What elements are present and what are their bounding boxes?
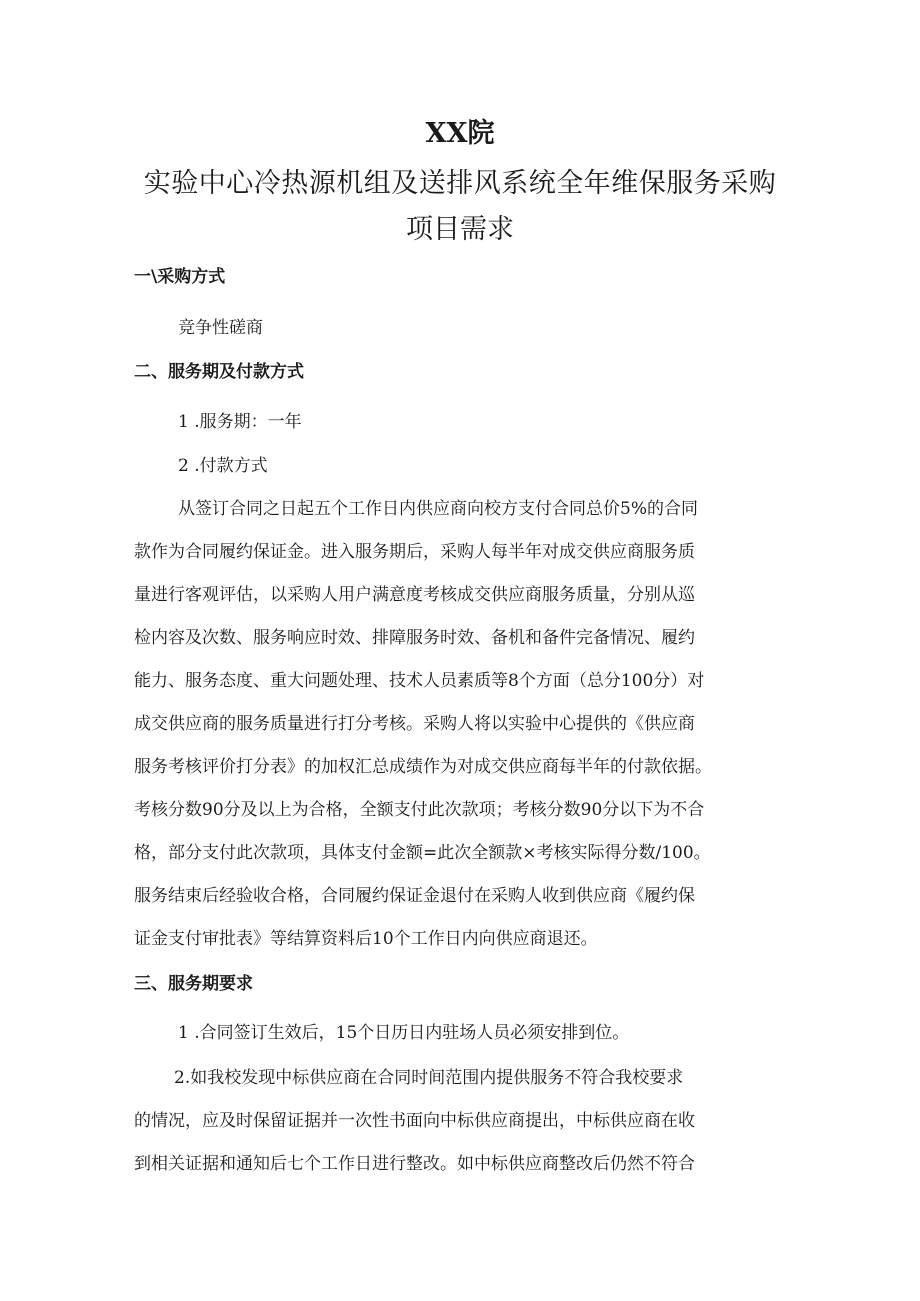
payment-paragraph-line: 格，部分支付此次款项，具体支付金额=此次全额款×考核实际得分数/100。 <box>134 843 711 863</box>
procurement-method-text: 竞争性磋商 <box>178 318 263 338</box>
payment-method-item: 2 .付款方式 <box>178 456 268 476</box>
payment-paragraph-line: 服务结束后经验收合格，合同履约保证金退付在采购人收到供应商《履约保 <box>134 886 695 906</box>
requirement-item-1: 1 .合同签订生效后，15个日历日内驻场人员必须安排到位。 <box>178 1023 630 1043</box>
requirement-item-2-line: 的情况，应及时保留证据并一次性书面向中标供应商提出，中标供应商在收 <box>134 1111 695 1131</box>
payment-paragraph-line: 检内容及次数、服务响应时效、排障服务时效、备机和备件完备情况、履约 <box>134 628 695 648</box>
payment-paragraph-line: 从签订合同之日起五个工作日内供应商向校方支付合同总价5%的合同 <box>178 499 698 519</box>
payment-paragraph-line: 服务考核评价打分表》的加权汇总成绩作为对成交供应商每半年的付款依据。 <box>134 757 712 777</box>
payment-paragraph-line: 款作为合同履约保证金。进入服务期后，采购人每半年对成交供应商服务质 <box>134 542 695 562</box>
payment-paragraph-line: 成交供应商的服务质量进行打分考核。采购人将以实验中心提供的《供应商 <box>134 714 695 734</box>
doc-title-sub: 项目需求 <box>406 214 514 245</box>
payment-paragraph-line: 量进行客观评估，以采购人用户满意度考核成交供应商服务质量，分别从巡 <box>134 585 695 605</box>
payment-paragraph-line: 能力、服务态度、重大问题处理、技术人员素质等8个方面（总分100分）对 <box>134 671 705 691</box>
requirement-item-2-line: 2.如我校发现中标供应商在合同时间范围内提供服务不符合我校要求 <box>174 1068 684 1088</box>
requirement-item-2-line: 到相关证据和通知后七个工作日进行整改。如中标供应商整改后仍然不符合 <box>134 1154 695 1174</box>
doc-title-main: 实验中心冷热源机组及送排风系统全年维保服务采购 <box>143 168 777 199</box>
payment-paragraph-line: 证金支付审批表》等结算资料后10个工作日内向供应商退还。 <box>134 929 598 949</box>
payment-paragraph-line: 考核分数90分及以上为合格，全额支付此次款项；考核分数90分以下为不合 <box>134 800 705 820</box>
section-heading-procurement-method: 一\采购方式 <box>134 267 226 287</box>
service-period-item: 1 .服务期：一年 <box>178 412 302 432</box>
section-heading-service-requirements: 三、服务期要求 <box>134 974 253 994</box>
section-heading-service-payment: 二、服务期及付款方式 <box>134 362 304 382</box>
doc-title-institution: XX院 <box>425 118 495 149</box>
